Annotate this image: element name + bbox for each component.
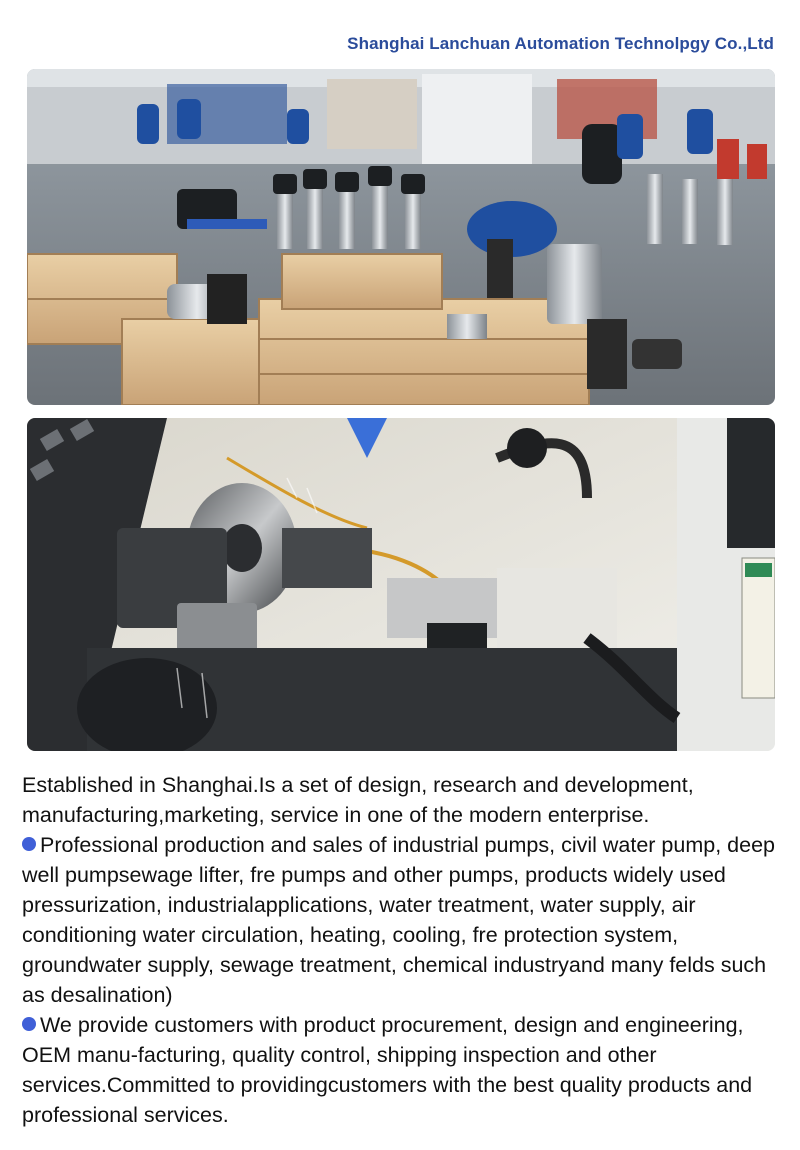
intro-paragraph: Established in Shanghai.Is a set of design, research and development, manufacturing,marketing, service in one of the modern enterprise. — [22, 773, 694, 827]
company-description — [22, 770, 792, 1130]
bullet-text-services: We provide customers with product procurement, design and engineering, OEM manu-facturing, quality control, shipping inspection and other services.Committed to providingcustomers with the best quality products and professional services. — [22, 1013, 753, 1127]
bullet-text-products: Professional production and sales of industrial pumps, civil water pump, deep well pumpsewage lifter, fre pumps and other pumps, products widely used pressurization, industrialapplications, water treatment, water supply, air conditioning water circulation, heating, cooling, fre protection system, groundwater supply, sewage treatment, chemical industryand many felds such as desalination) — [22, 833, 775, 1007]
bullet-icon — [22, 1017, 36, 1031]
bullet-icon — [22, 837, 36, 851]
bullet-item-services — [22, 1010, 792, 1130]
cnc-lathe-photo — [27, 418, 775, 751]
bullet-item-products — [22, 830, 792, 1010]
factory-floor-photo — [27, 69, 775, 405]
company-name: Shanghai Lanchuan Automation Technolpgy Co.,Ltd — [347, 34, 774, 53]
